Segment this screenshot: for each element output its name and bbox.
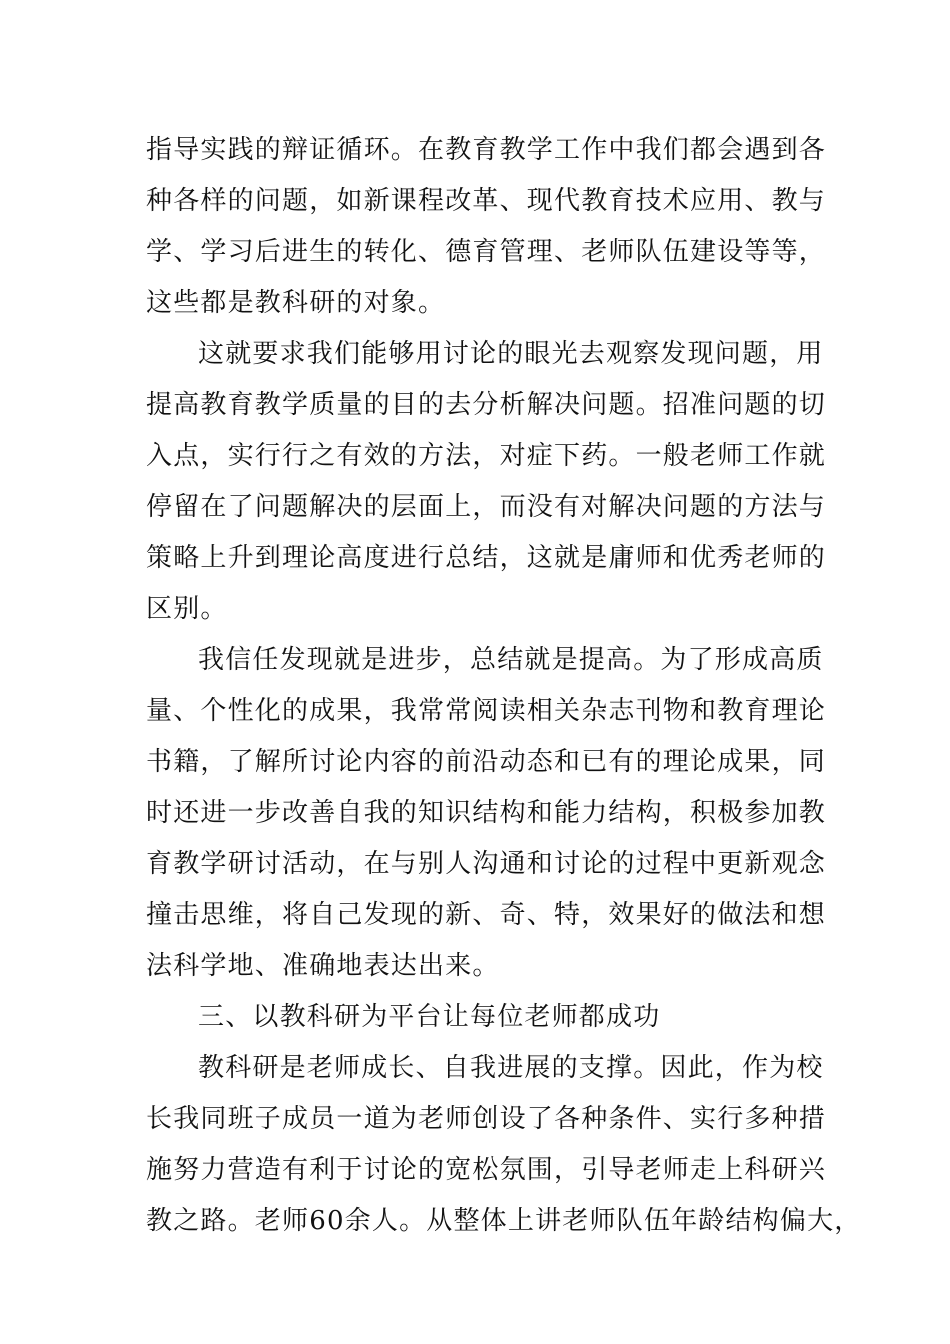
text-line: 施努力营造有利于讨论的宽松氛围，引导老师走上科研兴 — [146, 1155, 827, 1185]
paragraph-first-line: 教科研是老师成长、自我进展的支撑。因此，作为校 — [198, 1053, 824, 1083]
text-line: 长我同班子成员一道为老师创设了各种条件、实行多种措 — [146, 1104, 827, 1134]
paragraph-first-line: 我信任发现就是进步，总结就是提高。为了形成高质 — [198, 645, 824, 675]
text-line: 撞击思维，将自己发现的新、奇、特，效果好的做法和想 — [146, 900, 827, 930]
text-line: 量、个性化的成果，我常常阅读相关杂志刊物和教育理论 — [146, 696, 827, 726]
section-heading: 三、以教科研为平台让每位老师都成功 — [198, 1002, 661, 1032]
text-line: 学、学习后进生的转化、德育管理、老师队伍建设等等， — [146, 237, 827, 267]
text-line: 法科学地、准确地表达出来。 — [146, 951, 500, 981]
text-line: 指导实践的辩证循环。在教育教学工作中我们都会遇到各 — [146, 135, 827, 165]
text-line: 区别。 — [146, 594, 228, 624]
text-line: 种各样的问题，如新课程改革、现代教育技术应用、教与 — [146, 186, 827, 216]
text-line: 策略上升到理论高度进行总结，这就是庸师和优秀老师的 — [146, 543, 827, 573]
text-line: 入点，实行行之有效的方法，对症下药。一般老师工作就 — [146, 441, 827, 471]
text-line: 教之路。老师60余人。从整体上讲老师队伍年龄结构偏大， — [146, 1206, 862, 1236]
text-line: 停留在了问题解决的层面上，而没有对解决问题的方法与 — [146, 492, 827, 522]
text-line: 育教学研讨活动，在与别人沟通和讨论的过程中更新观念 — [146, 849, 827, 879]
text-line: 书籍，了解所讨论内容的前沿动态和已有的理论成果，同 — [146, 747, 827, 777]
text-line: 这些都是教科研的对象。 — [146, 288, 446, 318]
text-line: 提高教育教学质量的目的去分析解决问题。招准问题的切 — [146, 390, 827, 420]
paragraph-first-line: 这就要求我们能够用讨论的眼光去观察发现问题，用 — [198, 339, 824, 369]
text-line: 时还进一步改善自我的知识结构和能力结构，积极参加教 — [146, 798, 827, 828]
